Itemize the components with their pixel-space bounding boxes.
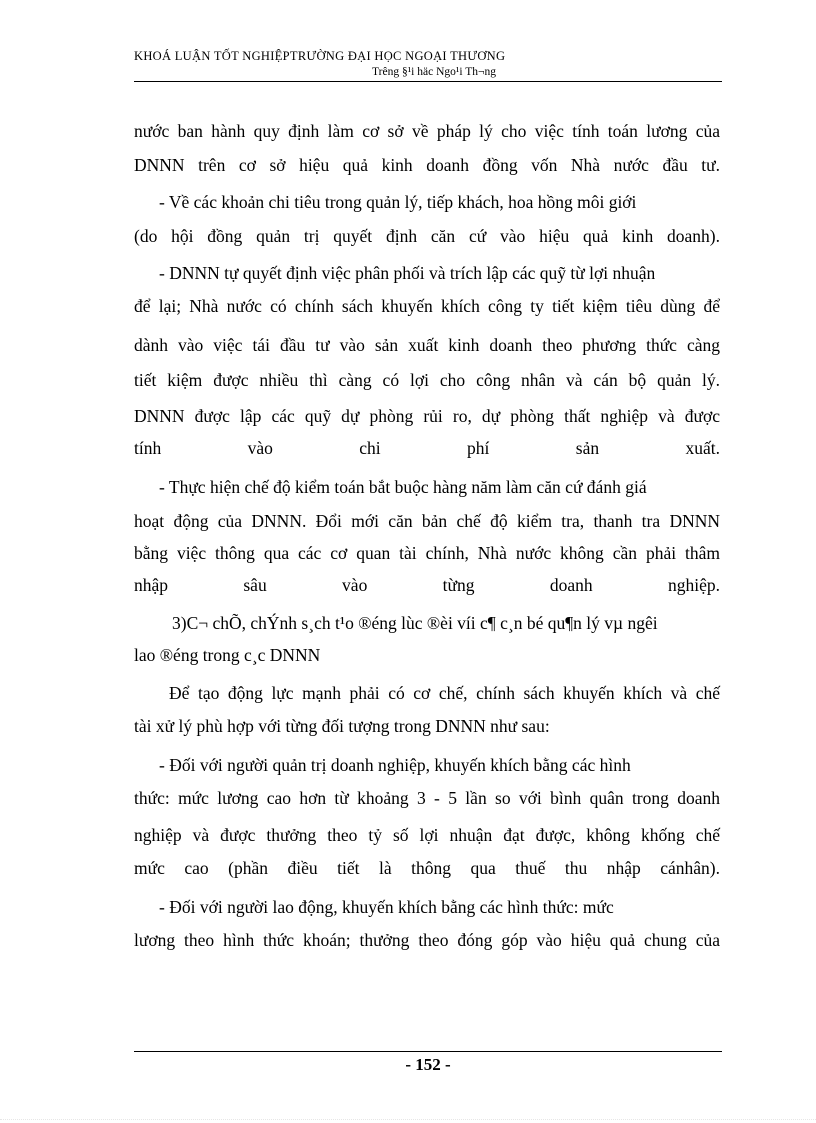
text-line: - Về các khoản chi tiêu trong quản lý, tiếp khách, hoa hồng môi giới [159, 192, 637, 212]
text-line: - Đối với người quản trị doanh nghiệp, khuyến khích bằng các hình [159, 755, 631, 775]
text-line: thức: mức lương cao hơn từ khoảng 3 - 5 lần so với bình quân trong doanh [134, 788, 720, 808]
text-line: - Thực hiện chế độ kiểm toán bắt buộc hàng năm làm căn cứ đánh giá [159, 477, 647, 497]
text-line: nước ban hành quy định làm cơ sở về pháp lý cho việc tính toán lương của [134, 121, 720, 141]
text-line: để lại; Nhà nước có chính sách khuyến khích công ty tiết kiệm tiêu dùng để [134, 296, 720, 316]
text-line: DNNN trên cơ sở hiệu quả kinh doanh đồng vốn Nhà nước đầu tư. [134, 155, 720, 175]
text-line: nghiệp và được thưởng theo tỷ số lợi nhuận đạt được, không khống chế [134, 825, 720, 845]
header-title: KHOÁ LUẬN TỐT NGHIỆPTRƯỜNG ĐẠI HỌC NGOẠI THƯƠNG [134, 49, 506, 63]
section-heading: lao ®éng trong c¸c DNNN [134, 645, 321, 665]
text-line: lương theo hình thức khoán; thưởng theo đóng góp vào hiệu quả chung của [134, 930, 720, 950]
text-line: mức cao (phần điều tiết là thông qua thuế thu nhập cánhân). [134, 858, 720, 878]
text-line: bằng việc thông qua các cơ quan tài chính, Nhà nước không cần phải thâm [134, 543, 720, 563]
text-line: (do hội đồng quản trị quyết định căn cứ vào hiệu quả kinh doanh). [134, 226, 720, 246]
text-line: nhập sâu vào từng doanh nghiệp. [134, 575, 720, 595]
text-line: Để tạo động lực mạnh phải có cơ chế, chính sách khuyến khích và chế [169, 683, 720, 703]
text-line: hoạt động của DNNN. Đổi mới căn bản chế độ kiểm tra, thanh tra DNNN [134, 511, 720, 531]
text-line: - DNNN tự quyết định việc phân phối và trích lập các quỹ từ lợi nhuận [159, 263, 656, 283]
page-number: - 152 - [405, 1055, 451, 1074]
page-bottom-dotted-line [0, 1119, 816, 1120]
page-header [134, 48, 722, 79]
text-line: dành vào việc tái đầu tư vào sản xuất kinh doanh theo phương thức càng [134, 335, 720, 355]
footer-divider [134, 1051, 722, 1052]
header-subtitle: Trêng §¹i häc Ngo¹i Th¬ng [372, 66, 496, 78]
text-line: tính vào chi phí sản xuất. [134, 438, 720, 458]
text-line: DNNN được lập các quỹ dự phòng rủi ro, dự phòng thất nghiệp và được [134, 406, 720, 426]
text-line: tài xử lý phù hợp với từng đối tượng trong DNNN như sau: [134, 716, 550, 736]
section-heading: 3)C¬ chÕ, chÝnh s¸ch t¹o ®éng lùc ®èi víi c¶ c¸n bé qu¶n lý vµ ngêi [172, 613, 658, 633]
text-line: tiết kiệm được nhiều thì càng có lợi cho công nhân và cán bộ quản lý. [134, 370, 720, 390]
text-line: - Đối với người lao động, khuyến khích bằng các hình thức: mức [159, 897, 614, 917]
header-divider [134, 81, 722, 82]
